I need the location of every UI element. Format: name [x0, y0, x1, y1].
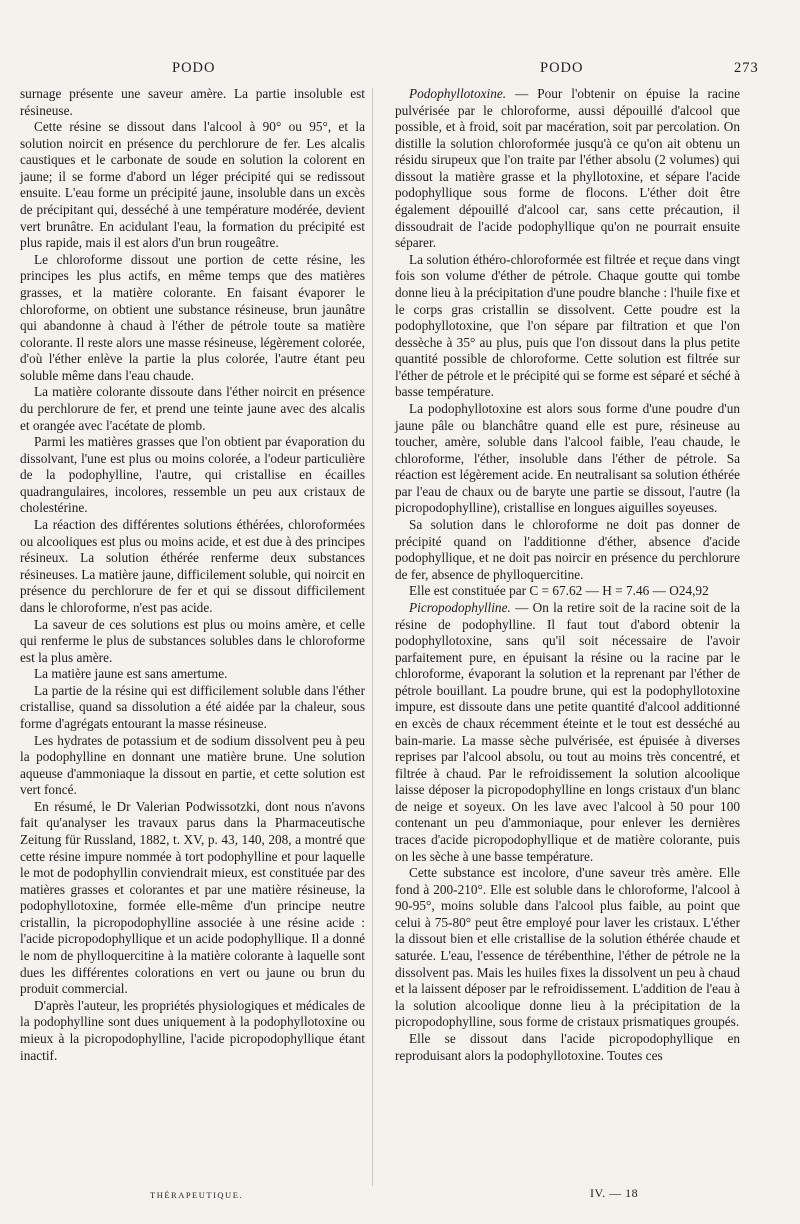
paragraph-text: Cette substance est incolore, d'une saveur très amère. Elle fond à 200-210°. Elle est soluble dans le chloroforme, l'alcool à 90-95°, moins soluble dans l'alcool plus faible, au point que celui à 75-80° peut être employé pour laver les cristaux. L'éther la dissout bien et elle cristallise de la solution éthérée chaude et saturée. L'eau, l'essence de térébenthine, l'éther de pétrole ne la dissolvent pas. Mais les huiles fixes la dissolvent un peu à chaud et la laissent déposer par le refroidissement. L'addition de l'eau à la solution alcoolique donne lieu à la précipitation de la picropodophylline, sous forme de cristaux prismatiques groupés. — [395, 865, 740, 1030]
paragraph — [395, 86, 740, 252]
left-column — [20, 86, 365, 1064]
paragraph: Parmi les matières grasses que l'on obtient par évaporation du dissolvant, l'une est plus ou moins colorée, a l'odeur particulière de la podophylline, l'autre, qui cristallise en écailles quadrangulaires, incolores, ressemble un peu aux cristaux de cholestérine. — [20, 434, 365, 516]
section-heading: Podophyllotoxine. — [409, 86, 507, 101]
paragraph: La réaction des différentes solutions éthérées, chloroformées ou alcooliques est plus ou moins acide, et est due à des principes résineux. La solution éthérée renferme deux substances résineuses. La matière jaune, difficilement soluble, qui noircit en présence du perchlorure de fer et qui se dissout difficilement dans le chloroforme, n'est pas acide. — [20, 517, 365, 615]
paragraph-text: — On la retire soit de la racine soit de la résine de podophylline. Il faut tout d'abord obtenir la podophyllotoxine, sans qu'il soit nécessaire de l'avoir parfaitement pure, en épuisant la résine ou la racine par le chloroforme, évaporant la solution et la reprenant par l'éther de pétrole bouillant. La poudre brune, qui est la podophyllotoxine impure, est dissoute dans une petite quantité d'alcool additionné en excès de chaux récemment éteinte et le tout est desséché au bain-marie. La masse sèche pulvérisée, est épuisée à diverses reprises par l'alcool absolu, ou tout au moins très concentré, et filtrée à chaud. Par le refroidissement la solution alcoolique laisse déposer la picropodophylline en longs cristaux d'un blanc de neige et soyeux. On les lave avec l'alcool à 50 pour 100 contenant un peu d'ammoniaque, pour enlever les dernières traces d'acide picropodophyllique et de matière colorante, puis on les sèche à une basse température. — [395, 599, 740, 864]
footer-signature: THÉRAPEUTIQUE. — [150, 1190, 244, 1200]
paragraph — [395, 252, 740, 401]
paragraph — [395, 401, 740, 517]
paragraph: Cette résine se dissout dans l'alcool à 90° ou 95°, et la solution noircit en présence du perchlorure de fer. Les alcalis caustiques et le carbonate de soude en solution la colorent en jaune; il se forme d'abord un léger précipité qui se redissout ensuite. L'eau forme un précipité jaune, insoluble dans un excès de précipitant qui, desséché à une température modérée, devient vert brunâtre. En acidulant l'eau, la formation du précipité est plus rapide, mais il est alors d'un brun rougeâtre. — [20, 119, 365, 251]
page-number: 273 — [734, 60, 759, 76]
paragraph-text: — Pour l'obtenir on épuise la racine pulvérisée par le chloroforme, aussi dépouillé d'alcool que possible, et à froid, soit par macération, soit par percolation. On distille la solution chloroformée jusqu'à ce qu'on ait obtenu un résidu sirupeux que l'on traite par l'éther absolu (2 volumes) qui dissout la matière grasse et la phyllotoxine, et sépare l'acide podophyllique sous forme de flocons. L'éther doit être également dépouillé d'alcool car, sans cette précaution, il dissoudrait de l'acide podophyllique qu'on ne pourrait ensuite séparer. — [395, 86, 740, 251]
paragraph-text: La podophyllotoxine est alors sous forme d'une poudre d'un jaune pâle ou blanchâtre quand elle est pure, résineuse au toucher, amère, soluble dans l'alcool faible, l'eau chaude, le chloroforme, l'éther, insoluble dans l'éther de pétrole. Sa réaction est légèrement acide. En neutralisant sa solution éthérée par l'eau de chaux ou de baryte une partie se dissout, l'autre (la picropodophylline), cristallise en longues aiguilles soyeuses. — [395, 400, 740, 516]
paragraph-text: Sa solution dans le chloroforme ne doit pas donner de précipité quand on l'additionne d'éther, absence d'acide podophyllique, et ne doit pas noircir en présence du perchlorure de fer, absence de phylloquercitine. — [395, 517, 740, 582]
running-header-left: PODO — [172, 60, 216, 76]
right-column — [395, 86, 740, 1064]
paragraph: La partie de la résine qui est difficilement soluble dans l'éther cristallise, quand sa dissolution a été aidée par la chaleur, sous forme d'agrégats entourant la masse résineuse. — [20, 682, 365, 731]
paragraph: La matière colorante dissoute dans l'éther noircit en présence du perchlorure de fer, et prend une teinte jaune avec des alcalis et orangée avec l'acétate de plomb. — [20, 384, 365, 433]
paragraph: La saveur de ces solutions est plus ou moins amère, et celle qui renferme le plus de substances solubles dans le chloroforme est la plus amère. — [20, 616, 365, 665]
running-header-right: PODO — [540, 60, 584, 76]
column-divider — [372, 88, 373, 1186]
paragraph: En résumé, le Dr Valerian Podwissotzki, dont nous n'avons fait qu'analyser les travaux parus dans la Pharmaceutische Zeitung für Russland, 1882, t. XV, p. 43, 140, 208, a montré que cette résine impure nommée à tort podophylline et pour laquelle le mot de podophyllin conviendrait mieux, est constituée par des matières grasses et colorantes et par une matière résineuse, la podophyllotoxine, formée elle-même d'un principe neutre cristallin, la picropodophylline associée à une résine acide : l'acide picropodophyllique et un acide podophyllique. Il a donné le nom de phylloquercitine à la matière colorante à laquelle sont dues les différentes colorations en vert ou jaune ou brun du produit commercial. — [20, 798, 365, 997]
paragraph: Le chloroforme dissout une portion de cette résine, les principes les plus actifs, en même temps que des matières grasses, et la matière colorante. En faisant évaporer le chloroforme, on obtient une substance résineuse, brun jaunâtre qui abandonne à chaud à l'éther de pétrole toute sa matière colorante. Il reste alors une masse résineuse, légèrement colorée, d'où l'éther enlève la partie la plus colorée, l'autre étant peu soluble même dans l'eau chaude. — [20, 251, 365, 383]
paragraph-text: Elle se dissout dans l'acide picropodophyllique en reproduisant alors la podophyllotoxine. Toutes ces — [395, 1030, 740, 1063]
section-heading: Picropodophylline. — [409, 599, 511, 615]
formula-text: Elle est constituée par C = 67.62 — H = 7.46 — O24,92 — [409, 583, 709, 599]
paragraph — [395, 1031, 740, 1064]
paragraph — [395, 583, 740, 600]
paragraph — [395, 600, 740, 865]
paragraph-text: La solution éthéro-chloroformée est filtrée et reçue dans vingt fois son volume d'éther de pétrole. Chaque goutte qui tombe donne lieu à la précipitation d'une poudre blanche : l'huile fixe et le corps gras cristallin se dissolvent. Cette poudre est la podophyllotoxine, que l'on sépare par filtration et que l'on dessèche à 35° au plus, puis que l'on dissout dans la plus petite quantité possible de chloroforme. Cette solution est filtrée sur l'éther de pétrole et le précipité qui se forme est séparé et séché à basse température. — [395, 251, 740, 400]
paragraph: Les hydrates de potassium et de sodium dissolvent peu à peu la podophylline en donnant une matière brune. Une solution aqueuse d'ammoniaque la dissout en partie, et cette solution est vert foncé. — [20, 732, 365, 798]
paragraph: surnage présente une saveur amère. La partie insoluble est résineuse. — [20, 86, 365, 118]
paragraph: La matière jaune est sans amertume. — [34, 666, 228, 682]
paragraph — [395, 517, 740, 583]
footer-volume-marker: IV. — 18 — [590, 1186, 639, 1200]
paragraph: D'après l'auteur, les propriétés physiologiques et médicales de la podophylline sont dues uniquement à la podophyllotoxine ou mieux à la picropodophylline, l'acide picropodophyllique étant inactif. — [20, 997, 365, 1063]
paragraph — [395, 865, 740, 1031]
